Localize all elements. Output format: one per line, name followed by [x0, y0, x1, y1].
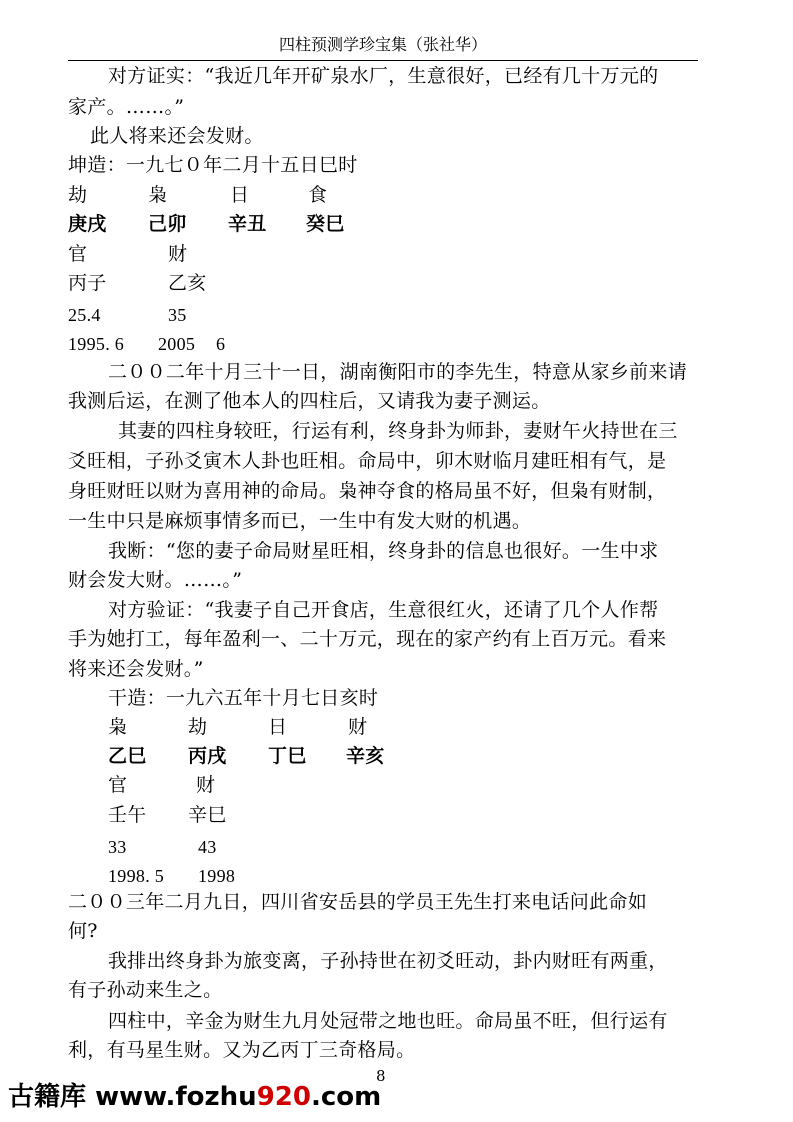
text-line: 爻旺相，子孙爻寅木人卦也旺相。命局中，卯木财临月建旺相有气，是 — [68, 450, 667, 472]
text-line: 我断：“您的妻子命局财星旺相，终身卦的信息也很好。一生中求 — [108, 540, 659, 562]
luck-label: 官 — [108, 774, 128, 796]
text-line: 对方验证：“我妻子自己开食店，生意很红火，还请了几个人作帮 — [108, 599, 659, 621]
luck-year: 1998 — [198, 866, 236, 886]
luck-label: 财 — [196, 774, 216, 796]
luck-label: 官 — [68, 243, 88, 265]
running-header: 四柱预测学珍宝集（张社华） — [68, 30, 698, 61]
luck-label: 财 — [168, 243, 188, 265]
ten-god-label: 枭 — [108, 716, 128, 738]
pillar: 丁巳 — [268, 745, 307, 767]
text-line: 家产。……。” — [68, 96, 185, 118]
luck-age: 25.4 — [68, 305, 101, 325]
watermark — [8, 1080, 381, 1114]
luck-age: 33 — [108, 837, 127, 857]
text-line: 将来还会发财。” — [68, 658, 204, 680]
ten-god-label: 日 — [230, 184, 250, 206]
watermark-url-suffix: .com — [310, 1082, 382, 1112]
text-line: 手为她打工，每年盈利一、二十万元，现在的家产约有上百万元。看来 — [68, 628, 667, 650]
luck-pillar: 辛巳 — [188, 804, 227, 826]
pillar: 辛亥 — [346, 745, 385, 767]
ten-god-label: 日 — [268, 716, 288, 738]
luck-year: 6 — [216, 334, 226, 354]
text-line: 何? — [68, 920, 98, 942]
luck-year: 1995. 6 — [68, 334, 125, 354]
text-line: 我测后运，在测了他本人的四柱后，又请我为妻子测运。 — [68, 390, 551, 412]
text-line: 利，有马星生财。又为乙丙丁三奇格局。 — [68, 1039, 416, 1061]
text-line: 一生中只是麻烦事情多而已，一生中有发大财的机遇。 — [68, 510, 532, 532]
text-line: 此人将来还会发财。 — [90, 125, 264, 147]
luck-year: 2005 — [158, 334, 196, 354]
pillar: 丙戌 — [188, 745, 227, 767]
watermark-url-digits: 920 — [256, 1082, 311, 1112]
text-line: 财会发大财。……。” — [68, 569, 243, 591]
birth-date-line: 坤造：一九七０年二月十五日巳时 — [68, 154, 358, 176]
ten-god-label: 财 — [348, 716, 368, 738]
text-line: 我排出终身卦为旅变离，子孙持世在初爻旺动，卦内财旺有两重， — [108, 950, 668, 972]
text-line: 四柱中，辛金为财生九月处冠带之地也旺。命局虽不旺，但行运有 — [108, 1010, 668, 1032]
pillar: 己卯 — [148, 213, 187, 235]
ten-god-label: 食 — [308, 184, 328, 206]
pillar: 庚戌 — [68, 213, 107, 235]
luck-age: 43 — [198, 837, 217, 857]
watermark-site-name: 古籍库 — [8, 1082, 87, 1112]
luck-pillar: 壬午 — [108, 804, 147, 826]
text-line: 二００三年二月九日，四川省安岳县的学员王先生打来电话问此命如 — [68, 891, 648, 913]
watermark-url: www.fozhu — [95, 1082, 257, 1112]
pillar: 辛丑 — [228, 213, 267, 235]
pillar: 乙巳 — [108, 745, 147, 767]
luck-year: 1998. 5 — [108, 866, 165, 886]
text-line: 身旺财旺以财为喜用神的命局。枭神夺食的格局虽不好，但枭有财制， — [68, 480, 667, 502]
text-line: 对方证实：“我近几年开矿泉水厂，生意很好，已经有几十万元的 — [108, 65, 659, 87]
luck-age: 35 — [168, 305, 187, 325]
ten-god-label: 劫 — [188, 716, 208, 738]
text-line: 二００二年十月三十一日，湖南衡阳市的李先生，特意从家乡前来请 — [108, 361, 688, 383]
birth-date-line: 干造：一九六五年十月七日亥时 — [108, 687, 379, 709]
text-line: 有子孙动来生之。 — [68, 979, 223, 1001]
luck-pillar: 乙亥 — [168, 272, 207, 294]
pillar: 癸巳 — [306, 213, 345, 235]
ten-god-label: 劫 — [68, 184, 88, 206]
luck-pillar: 丙子 — [68, 272, 107, 294]
text-line: 其妻的四柱身较旺，行运有利，终身卦为师卦，妻财午火持世在三 — [118, 420, 678, 442]
page-number: 8 — [376, 1067, 386, 1085]
ten-god-label: 枭 — [148, 184, 168, 206]
